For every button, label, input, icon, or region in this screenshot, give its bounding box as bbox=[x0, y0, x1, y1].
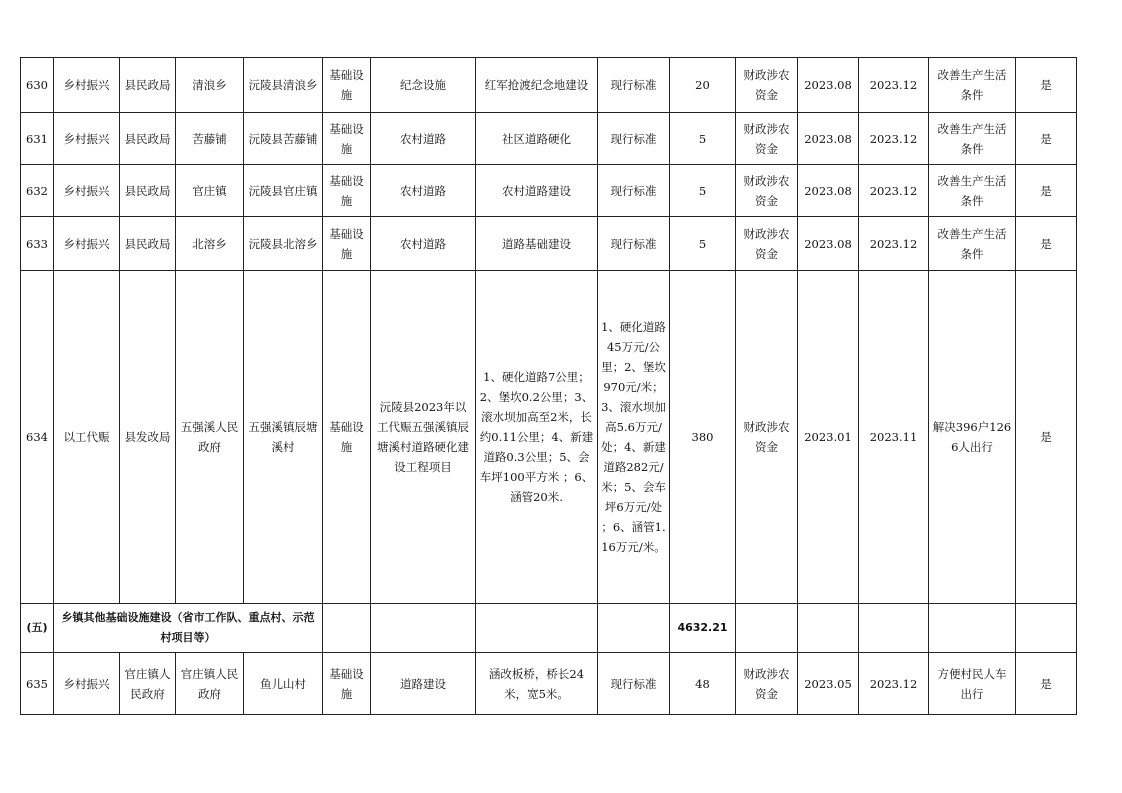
category: 基础设施 bbox=[323, 165, 371, 217]
benefit: 改善生产生活条件 bbox=[929, 58, 1016, 113]
section-amount: 4632.21 bbox=[670, 604, 736, 653]
responsible-dept: 县民政局 bbox=[120, 58, 176, 113]
section-title: 乡镇其他基础设施建设（省市工作队、重点村、示范村项目等） bbox=[54, 604, 323, 653]
flag: 是 bbox=[1016, 271, 1077, 604]
empty-cell bbox=[598, 604, 670, 653]
benefit: 方便村民人车出行 bbox=[929, 653, 1016, 715]
empty-cell bbox=[929, 604, 1016, 653]
row-number: 631 bbox=[21, 113, 54, 165]
category: 基础设施 bbox=[323, 653, 371, 715]
flag: 是 bbox=[1016, 58, 1077, 113]
content: 社区道路硬化 bbox=[476, 113, 598, 165]
row-number: 632 bbox=[21, 165, 54, 217]
project-type: 乡村振兴 bbox=[54, 165, 120, 217]
benefit: 改善生产生活条件 bbox=[929, 165, 1016, 217]
responsible-dept: 县民政局 bbox=[120, 165, 176, 217]
content: 1、硬化道路7公里；2、堡坎0.2公里；3、滚水坝加高至2米，长约0.11公里；4、新建道路0.3公里；5、会车坪100平方米 ；6、涵管20米. bbox=[476, 271, 598, 604]
subcategory: 纪念设施 bbox=[371, 58, 476, 113]
fund-source: 财政涉农资金 bbox=[736, 653, 798, 715]
section-number: (五) bbox=[21, 604, 54, 653]
project-type: 乡村振兴 bbox=[54, 58, 120, 113]
start-date: 2023.08 bbox=[798, 217, 859, 271]
row-number: 635 bbox=[21, 653, 54, 715]
empty-cell bbox=[1016, 604, 1077, 653]
subcategory: 道路建设 bbox=[371, 653, 476, 715]
project-table bbox=[20, 57, 1077, 715]
empty-cell bbox=[371, 604, 476, 653]
flag: 是 bbox=[1016, 653, 1077, 715]
subcategory: 农村道路 bbox=[371, 165, 476, 217]
row-number: 630 bbox=[21, 58, 54, 113]
benefit: 改善生产生活条件 bbox=[929, 113, 1016, 165]
category: 基础设施 bbox=[323, 271, 371, 604]
category: 基础设施 bbox=[323, 58, 371, 113]
implementing-unit: 苦藤铺 bbox=[176, 113, 244, 165]
subtotal-row bbox=[21, 604, 1077, 653]
responsible-dept: 官庄镇人民政府 bbox=[120, 653, 176, 715]
table-row bbox=[21, 58, 1077, 113]
content: 涵改板桥，桥长24米，宽5米。 bbox=[476, 653, 598, 715]
table-row bbox=[21, 113, 1077, 165]
content: 道路基础建设 bbox=[476, 217, 598, 271]
location: 沅陵县官庄镇 bbox=[244, 165, 323, 217]
location: 沅陵县清浪乡 bbox=[244, 58, 323, 113]
table-row bbox=[21, 217, 1077, 271]
location: 沅陵县苦藤铺 bbox=[244, 113, 323, 165]
location: 沅陵县北溶乡 bbox=[244, 217, 323, 271]
implementing-unit: 官庄镇人民政府 bbox=[176, 653, 244, 715]
benefit: 解决396户1266人出行 bbox=[929, 271, 1016, 604]
table-row bbox=[21, 271, 1077, 604]
start-date: 2023.08 bbox=[798, 58, 859, 113]
implementing-unit: 五强溪人民政府 bbox=[176, 271, 244, 604]
standard: 现行标准 bbox=[598, 58, 670, 113]
standard: 1、硬化道路45万元/公里；2、堡坎970元/米；3、滚水坝加高5.6万元/处；4、新建道路282元/米；5、会车坪6万元/处 ；6、涵管1.16万元/米。 bbox=[598, 271, 670, 604]
standard: 现行标准 bbox=[598, 165, 670, 217]
end-date: 2023.11 bbox=[859, 271, 929, 604]
row-number: 633 bbox=[21, 217, 54, 271]
amount: 5 bbox=[670, 113, 736, 165]
location: 鱼儿山村 bbox=[244, 653, 323, 715]
fund-source: 财政涉农资金 bbox=[736, 113, 798, 165]
project-type: 乡村振兴 bbox=[54, 653, 120, 715]
standard: 现行标准 bbox=[598, 113, 670, 165]
category: 基础设施 bbox=[323, 113, 371, 165]
fund-source: 财政涉农资金 bbox=[736, 271, 798, 604]
end-date: 2023.12 bbox=[859, 653, 929, 715]
benefit: 改善生产生活条件 bbox=[929, 217, 1016, 271]
standard: 现行标准 bbox=[598, 217, 670, 271]
end-date: 2023.12 bbox=[859, 58, 929, 113]
flag: 是 bbox=[1016, 217, 1077, 271]
subcategory: 沅陵县2023年以工代赈五强溪镇辰塘溪村道路硬化建设工程项目 bbox=[371, 271, 476, 604]
amount: 380 bbox=[670, 271, 736, 604]
table-row bbox=[21, 165, 1077, 217]
fund-source: 财政涉农资金 bbox=[736, 165, 798, 217]
project-type: 以工代赈 bbox=[54, 271, 120, 604]
project-type: 乡村振兴 bbox=[54, 217, 120, 271]
start-date: 2023.01 bbox=[798, 271, 859, 604]
subcategory: 农村道路 bbox=[371, 113, 476, 165]
amount: 20 bbox=[670, 58, 736, 113]
flag: 是 bbox=[1016, 113, 1077, 165]
flag: 是 bbox=[1016, 165, 1077, 217]
end-date: 2023.12 bbox=[859, 113, 929, 165]
start-date: 2023.05 bbox=[798, 653, 859, 715]
end-date: 2023.12 bbox=[859, 165, 929, 217]
start-date: 2023.08 bbox=[798, 165, 859, 217]
responsible-dept: 县民政局 bbox=[120, 113, 176, 165]
category: 基础设施 bbox=[323, 217, 371, 271]
amount: 48 bbox=[670, 653, 736, 715]
empty-cell bbox=[798, 604, 859, 653]
amount: 5 bbox=[670, 165, 736, 217]
end-date: 2023.12 bbox=[859, 217, 929, 271]
responsible-dept: 县发改局 bbox=[120, 271, 176, 604]
empty-cell bbox=[476, 604, 598, 653]
start-date: 2023.08 bbox=[798, 113, 859, 165]
location: 五强溪镇辰塘溪村 bbox=[244, 271, 323, 604]
empty-cell bbox=[736, 604, 798, 653]
implementing-unit: 清浪乡 bbox=[176, 58, 244, 113]
content: 农村道路建设 bbox=[476, 165, 598, 217]
amount: 5 bbox=[670, 217, 736, 271]
project-type: 乡村振兴 bbox=[54, 113, 120, 165]
standard: 现行标准 bbox=[598, 653, 670, 715]
empty-cell bbox=[323, 604, 371, 653]
content: 红军抢渡纪念地建设 bbox=[476, 58, 598, 113]
row-number: 634 bbox=[21, 271, 54, 604]
fund-source: 财政涉农资金 bbox=[736, 217, 798, 271]
responsible-dept: 县民政局 bbox=[120, 217, 176, 271]
implementing-unit: 北溶乡 bbox=[176, 217, 244, 271]
empty-cell bbox=[859, 604, 929, 653]
fund-source: 财政涉农资金 bbox=[736, 58, 798, 113]
subcategory: 农村道路 bbox=[371, 217, 476, 271]
table-row bbox=[21, 653, 1077, 715]
implementing-unit: 官庄镇 bbox=[176, 165, 244, 217]
